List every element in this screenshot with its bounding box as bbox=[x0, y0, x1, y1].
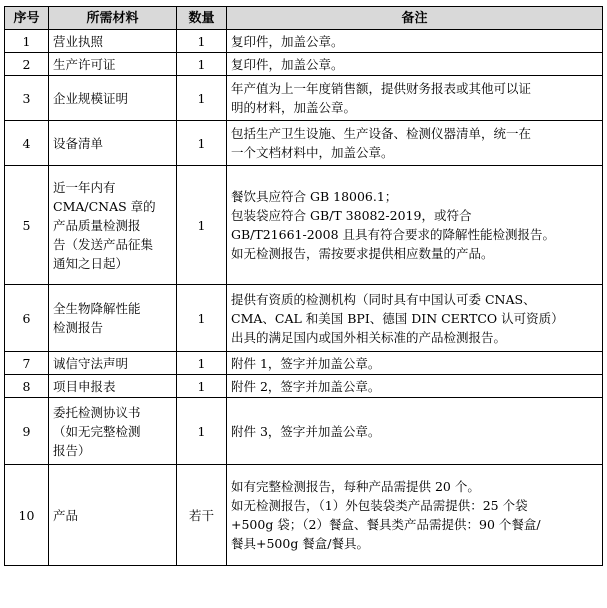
note bbox=[227, 30, 603, 53]
row-number: 8 bbox=[5, 375, 49, 398]
note-line: 提供有资质的检测机构（同时具有中国认可委 CNAS、 bbox=[231, 291, 536, 307]
material-line: 诚信守法声明 bbox=[53, 355, 129, 371]
note-line: 包括生产卫生设施、生产设备、检测仪器清单，统一在 bbox=[231, 126, 532, 141]
material-line: （如无完整检测 bbox=[53, 423, 141, 439]
material-line: 全生物降解性能 bbox=[53, 301, 141, 316]
material-line: 生产许可证 bbox=[53, 56, 116, 72]
note-line: CMA、CAL 和美国 BPI、德国 DIN CERTCO 认可资质） bbox=[231, 310, 564, 326]
note-line: 餐饮具应符合 GB 18006.1； bbox=[231, 189, 398, 204]
row-number: 3 bbox=[5, 76, 49, 121]
note bbox=[227, 352, 603, 375]
material-line: 报告） bbox=[53, 442, 91, 458]
note bbox=[227, 375, 603, 398]
quantity: 1 bbox=[177, 121, 227, 166]
row-number: 5 bbox=[5, 166, 49, 285]
row-number: 9 bbox=[5, 398, 49, 465]
row-number: 1 bbox=[5, 30, 49, 53]
material-name bbox=[49, 285, 177, 352]
note bbox=[227, 465, 603, 566]
note-line: 出具的满足国内或国外相关标准的产品检测报告。 bbox=[231, 329, 507, 345]
material-line: 产品 bbox=[53, 507, 79, 523]
quantity: 1 bbox=[177, 76, 227, 121]
note-line: GB/T21661-2008 且具有符合要求的降解性能检测报告。 bbox=[231, 227, 555, 242]
material-name bbox=[49, 121, 177, 166]
note-line: 一个文档材料中，加盖公章。 bbox=[231, 145, 394, 160]
note-line: 如无检测报告，需按要求提供相应数量的产品。 bbox=[231, 246, 494, 261]
table-row bbox=[5, 121, 603, 166]
material-line: 委托检测协议书 bbox=[53, 404, 141, 420]
header-row bbox=[5, 7, 603, 30]
note bbox=[227, 121, 603, 166]
note-line: 附件 3，签字并加盖公章。 bbox=[231, 423, 381, 439]
note bbox=[227, 285, 603, 352]
material-line: 近一年内有 bbox=[53, 179, 116, 195]
header-material: 所需材料 bbox=[49, 7, 177, 30]
material-name bbox=[49, 375, 177, 398]
note-line: 复印件，加盖公章。 bbox=[231, 33, 344, 49]
quantity: 1 bbox=[177, 53, 227, 76]
material-line: 产品质量检测报 bbox=[53, 217, 141, 233]
row-number: 2 bbox=[5, 53, 49, 76]
quantity: 若干 bbox=[177, 465, 227, 566]
material-name bbox=[49, 53, 177, 76]
note-line: 包装袋应符合 GB/T 38082-2019，或符合 bbox=[231, 208, 472, 223]
material-name bbox=[49, 166, 177, 285]
note bbox=[227, 76, 603, 121]
quantity: 1 bbox=[177, 398, 227, 465]
material-name bbox=[49, 398, 177, 465]
header-qty: 数量 bbox=[177, 7, 227, 30]
row-number: 10 bbox=[5, 465, 49, 566]
material-line: 设备清单 bbox=[53, 135, 104, 151]
quantity: 1 bbox=[177, 285, 227, 352]
note-line: +500g 袋；（2）餐盒、餐具类产品需提供：90 个餐盒/ bbox=[231, 517, 541, 532]
header-note: 备注 bbox=[227, 7, 603, 30]
row-number: 4 bbox=[5, 121, 49, 166]
note-line: 附件 2，签字并加盖公章。 bbox=[231, 378, 381, 394]
table-row bbox=[5, 285, 603, 352]
row-number: 7 bbox=[5, 352, 49, 375]
table-row bbox=[5, 375, 603, 398]
material-line: 企业规模证明 bbox=[53, 90, 129, 106]
material-line: 项目申报表 bbox=[53, 378, 116, 394]
table-row bbox=[5, 352, 603, 375]
note-line: 如无检测报告，（1）外包装袋类产品需提供：25 个袋 bbox=[231, 498, 528, 513]
table-row bbox=[5, 53, 603, 76]
table-row bbox=[5, 465, 603, 566]
note-line: 餐具+500g 餐盒/餐具。 bbox=[231, 536, 370, 551]
note bbox=[227, 53, 603, 76]
table-row bbox=[5, 166, 603, 285]
material-name bbox=[49, 352, 177, 375]
material-name bbox=[49, 30, 177, 53]
quantity: 1 bbox=[177, 166, 227, 285]
table-row bbox=[5, 30, 603, 53]
quantity: 1 bbox=[177, 352, 227, 375]
note bbox=[227, 398, 603, 465]
header-no: 序号 bbox=[5, 7, 49, 30]
table-row bbox=[5, 398, 603, 465]
table-row bbox=[5, 76, 603, 121]
table-body bbox=[5, 30, 603, 566]
material-name bbox=[49, 465, 177, 566]
note-line: 明的材料，加盖公章。 bbox=[231, 100, 357, 115]
material-line: 检测报告 bbox=[53, 320, 104, 335]
material-line: 通知之日起） bbox=[53, 255, 129, 271]
note bbox=[227, 166, 603, 285]
quantity: 1 bbox=[177, 30, 227, 53]
material-line: CMA/CNAS 章的 bbox=[53, 198, 156, 214]
row-number: 6 bbox=[5, 285, 49, 352]
material-name bbox=[49, 76, 177, 121]
quantity: 1 bbox=[177, 375, 227, 398]
note-line: 如有完整检测报告，每种产品需提供 20 个。 bbox=[231, 479, 480, 494]
note-line: 附件 1，签字并加盖公章。 bbox=[231, 355, 381, 371]
materials-table bbox=[4, 6, 603, 566]
note-line: 年产值为上一年度销售额，提供财务报表或其他可以证 bbox=[231, 81, 532, 96]
material-line: 营业执照 bbox=[53, 33, 104, 49]
note-line: 复印件，加盖公章。 bbox=[231, 56, 344, 72]
material-line: 告（发送产品征集 bbox=[53, 236, 154, 252]
